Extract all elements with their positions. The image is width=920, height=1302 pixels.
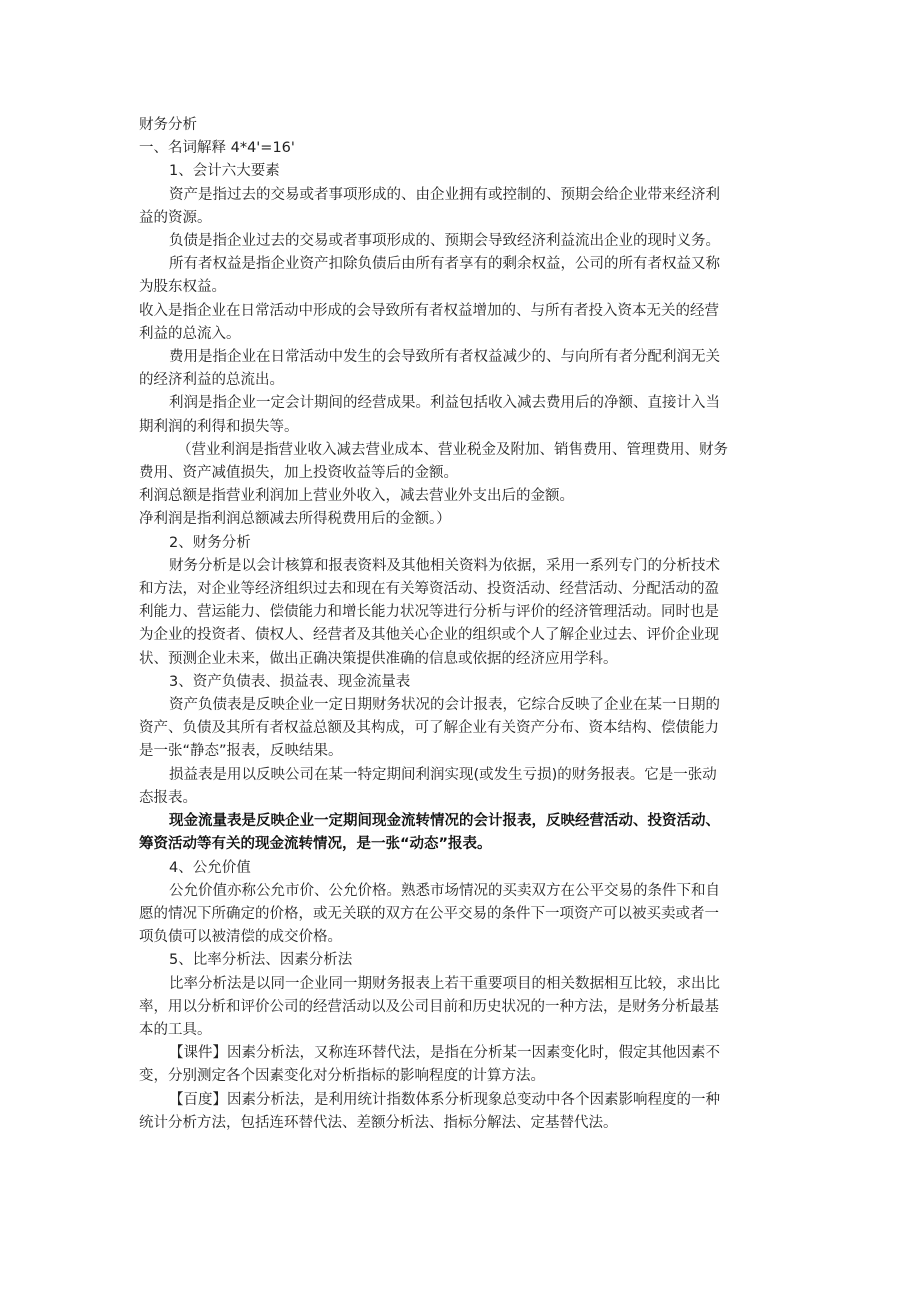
text-line: 利能力、营运能力、偿债能力和增长能力状况等进行分析与评价的经济管理活动。同时也是 <box>139 604 719 621</box>
text-line: 益的资源。 <box>139 209 212 226</box>
section-heading: 一、名词解释 4*4'=16' <box>139 140 295 157</box>
text-line: 是一张“静态”报表，反映结果。 <box>139 743 343 760</box>
text-line: 公允价值亦称公允市价、公允价格。熟悉市场情况的买卖双方在公平交易的条件下和自 <box>169 882 720 899</box>
text-line: 现金流量表是反映企业一定期间现金流转情况的会计报表，反映经营活动、投资活动、 <box>169 813 720 830</box>
text-line: 利润总额是指营业利润加上营业外收入，减去营业外支出后的金额。 <box>139 488 574 505</box>
text-line: 率，用以分析和评价公司的经营活动以及公司目前和历史状况的一种方法，是财务分析最基 <box>139 998 719 1015</box>
text-line: 负债是指企业过去的交易或者事项形成的、预期会导致经济利益流出企业的现时义务。 <box>169 233 720 250</box>
text-line: 利润是指企业一定会计期间的经营成果。利益包括收入减去费用后的净额、直接计入当 <box>169 395 720 412</box>
text-line: 1、会计六大要素 <box>169 163 280 180</box>
text-line: 资产、负债及其所有者权益总额及其构成，可了解企业有关资产分布、资本结构、偿债能力 <box>139 720 719 737</box>
text-line: 所有者权益是指企业资产扣除负债后由所有者享有的剩余权益，公司的所有者权益又称 <box>169 256 720 273</box>
text-line: 项负债可以被清偿的成交价格。 <box>139 929 342 946</box>
text-line: 资产负债表是反映企业一定日期财务状况的会计报表，它综合反映了企业在某一日期的 <box>169 697 720 714</box>
text-line: 资产是指过去的交易或者事项形成的、由企业拥有或控制的、预期会给企业带来经济利 <box>169 186 720 203</box>
text-line: 费用、资产减值损失，加上投资收益等后的金额。 <box>139 465 458 482</box>
text-line: 损益表是用以反映公司在某一特定期间利润实现(或发生亏损)的财务报表。它是一张动 <box>169 766 717 783</box>
text-line: 净利润是指利润总额减去所得税费用后的金额。） <box>139 511 451 528</box>
text-line: 5、比率分析法、因素分析法 <box>169 952 353 969</box>
text-line: 收入是指企业在日常活动中形成的会导致所有者权益增加的、与所有者投入资本无关的经营 <box>139 302 719 319</box>
text-line: 3、资产负债表、损益表、现金流量表 <box>169 673 411 690</box>
text-line: 为企业的投资者、债权人、经营者及其他关心企业的组织或个人了解企业过去、评价企业现 <box>139 627 719 644</box>
text-line: 本的工具。 <box>139 1021 212 1038</box>
text-line: 财务分析是以会计核算和报表资料及其他相关资料为依据，采用一系列专门的分析技术 <box>169 557 720 574</box>
text-line: 和方法，对企业等经济组织过去和现在有关筹资活动、投资活动、经营活动、分配活动的盈 <box>139 581 719 598</box>
text-line: 变，分别测定各个因素变化对分析指标的影响程度的计算方法。 <box>139 1068 545 1085</box>
text-line: 利益的总流入。 <box>139 325 241 342</box>
document-title: 财务分析 <box>139 117 197 133</box>
text-line: 统计分析方法，包括连环替代法、差额分析法、指标分解法、定基替代法。 <box>139 1114 618 1131</box>
text-line: 【课件】因素分析法，又称连环替代法，是指在分析某一因素变化时，假定其他因素不 <box>169 1045 720 1062</box>
text-line: （营业利润是指营业收入减去营业成本、营业税金及附加、销售费用、管理费用、财务 <box>177 441 728 458</box>
text-line: 2、财务分析 <box>169 534 251 551</box>
text-line: 4、公允价值 <box>169 859 251 876</box>
text-line: 愿的情况下所确定的价格，或无关联的双方在公平交易的条件下一项资产可以被买卖或者一 <box>139 905 719 922</box>
text-line: 状、预测企业未来，做出正确决策提供准确的信息或依据的经济应用学科。 <box>139 650 618 667</box>
text-line: 筹资活动等有关的现金流转情况，是一张“动态”报表。 <box>139 836 492 853</box>
text-line: 的经济利益的总流出。 <box>139 372 284 389</box>
text-line: 比率分析法是以同一企业同一期财务报表上若干重要项目的相关数据相互比较，求出比 <box>169 975 720 992</box>
text-line: 为股东权益。 <box>139 279 226 296</box>
text-line: 期利润的利得和损失等。 <box>139 418 299 435</box>
text-line: 【百度】因素分析法，是利用统计指数体系分析现象总变动中各个因素影响程度的一种 <box>169 1091 720 1108</box>
document-body <box>139 114 787 1135</box>
text-line: 态报表。 <box>139 789 197 806</box>
text-line: 费用是指企业在日常活动中发生的会导致所有者权益减少的、与向所有者分配利润无关 <box>169 349 720 366</box>
